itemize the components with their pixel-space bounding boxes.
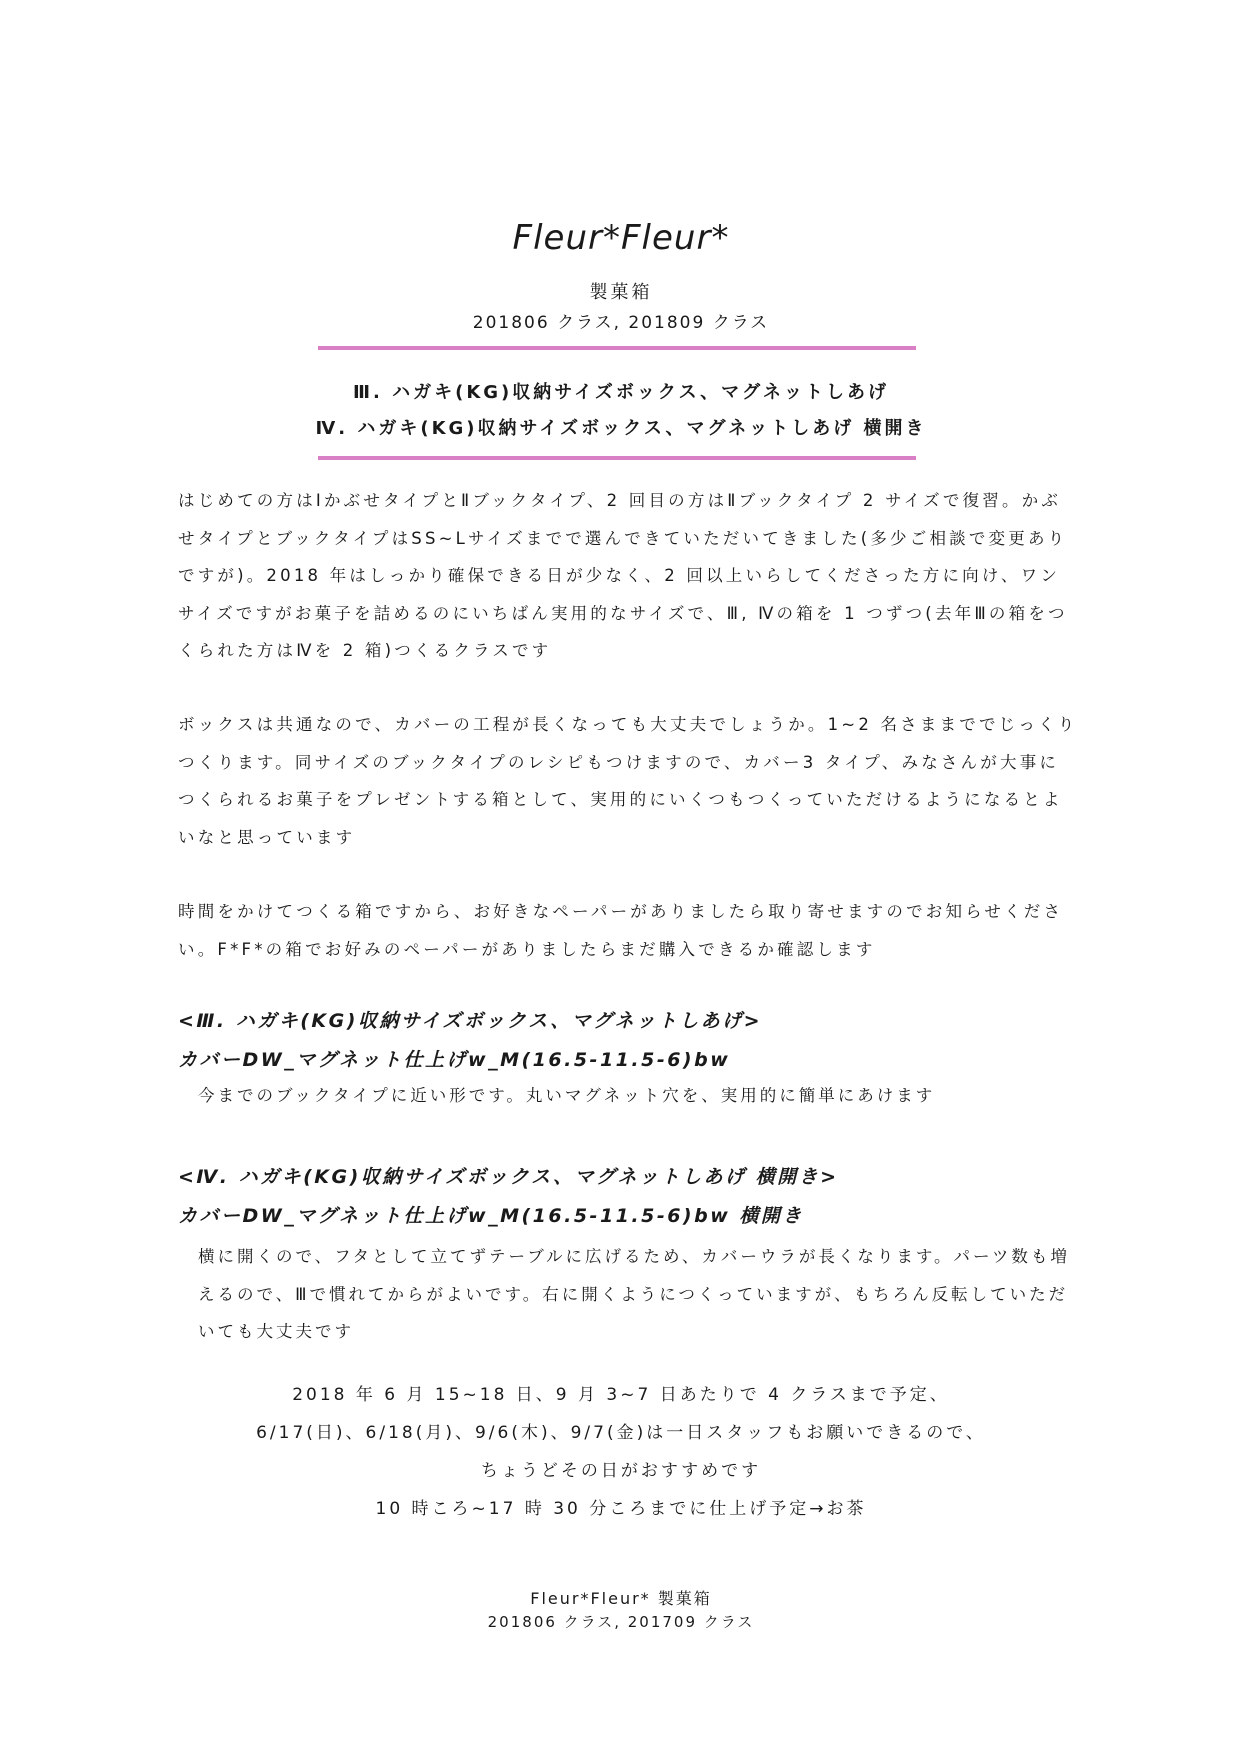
page-title: Fleur*Fleur* xyxy=(512,218,730,258)
section-iii-subtitle: カバーDW_マグネット仕上げw_M(16.5-11.5-6)bw xyxy=(178,1049,731,1071)
section-iv-subtitle: カバーDW_マグネット仕上げw_M(16.5-11.5-6)bw 横開き xyxy=(178,1205,804,1227)
box-paragraph: ボックスは共通なので、カバーの工程が長くなっても大丈夫でしょうか。1~2 名さままででじっくりつくります。同サイズのブックタイプのレシピもつけますので、カバー3 タイプ、みなさんが大事につくられるお菓子をプレゼントする箱として、実用的にいくつもつくっていただけるようになるとよいなと思っています xyxy=(178,715,1078,847)
schedule-line: 2018 年 6 月 15~18 日、9 月 3~7 日あたりで 4 クラスまで予定、 xyxy=(292,1385,950,1405)
schedule-line: ちょうどその日がおすすめです xyxy=(480,1461,762,1481)
schedule-line: 10 時ころ~17 時 30 分ころまでに仕上げ予定→お茶 xyxy=(375,1499,867,1519)
footer-classes: 201806 クラス, 201709 クラス xyxy=(487,1613,755,1631)
section-iv-title: <Ⅳ. ハガキ(KG)収納サイズボックス、マグネットしあげ 横開き> xyxy=(178,1166,839,1188)
paper-paragraph: 時間をかけてつくる箱ですから、お好きなペーパーがありましたら取り寄せますのでお知らせください。F*F*の箱でお好みのペーパーがありましたらまだ購入できるか確認します xyxy=(178,902,1064,959)
section-iii-note: 今までのブックタイプに近い形です。丸いマグネット穴を、実用的に簡単にあけます xyxy=(198,1086,936,1105)
section-iv-note: 横に開くので、フタとして立てずテーブルに広げるため、カバーウラが長くなります。パーツ数も増えるので、Ⅲで慣れてからがよいです。右に開くようにつくっていますが、もちろん反転していただいても大丈夫です xyxy=(198,1247,1070,1341)
class-dates: 201806 クラス, 201809 クラス xyxy=(472,313,770,333)
footer-title: Fleur*Fleur* 製菓箱 xyxy=(530,1589,712,1608)
page-subtitle: 製菓箱 xyxy=(589,282,653,303)
section-iii-title: <Ⅲ. ハガキ(KG)収納サイズボックス、マグネットしあげ> xyxy=(178,1010,762,1032)
heading-iv: Ⅳ. ハガキ(KG)収納サイズボックス、マグネットしあげ 横開き xyxy=(315,418,927,439)
schedule-line: 6/17(日)、6/18(月)、9/6(木)、9/7(金)は一日スタッフもお願いできるので、 xyxy=(256,1423,986,1443)
intro-paragraph: はじめての方はⅠかぶせタイプとⅡブックタイプ、2 回目の方はⅡブックタイプ 2 サイズで復習。かぶせタイプとブックタイプはSS~Lサイズまでで選んできていただいてきました(多少ご相談で変更ありですが)。2018 年はしっかり確保できる日が少なく、2 回以上いらしてくださった方に向け、ワンサイズですがお菓子を詰めるのにいちばん実用的なサイズで、Ⅲ, Ⅳの箱を 1 つずつ(去年Ⅲの箱をつくられた方はⅣを 2 箱)つくるクラスです xyxy=(178,491,1068,660)
pink-divider-top xyxy=(318,346,916,350)
heading-iii: Ⅲ. ハガキ(KG)収納サイズボックス、マグネットしあげ xyxy=(352,382,890,403)
pink-divider-bottom xyxy=(318,456,916,460)
